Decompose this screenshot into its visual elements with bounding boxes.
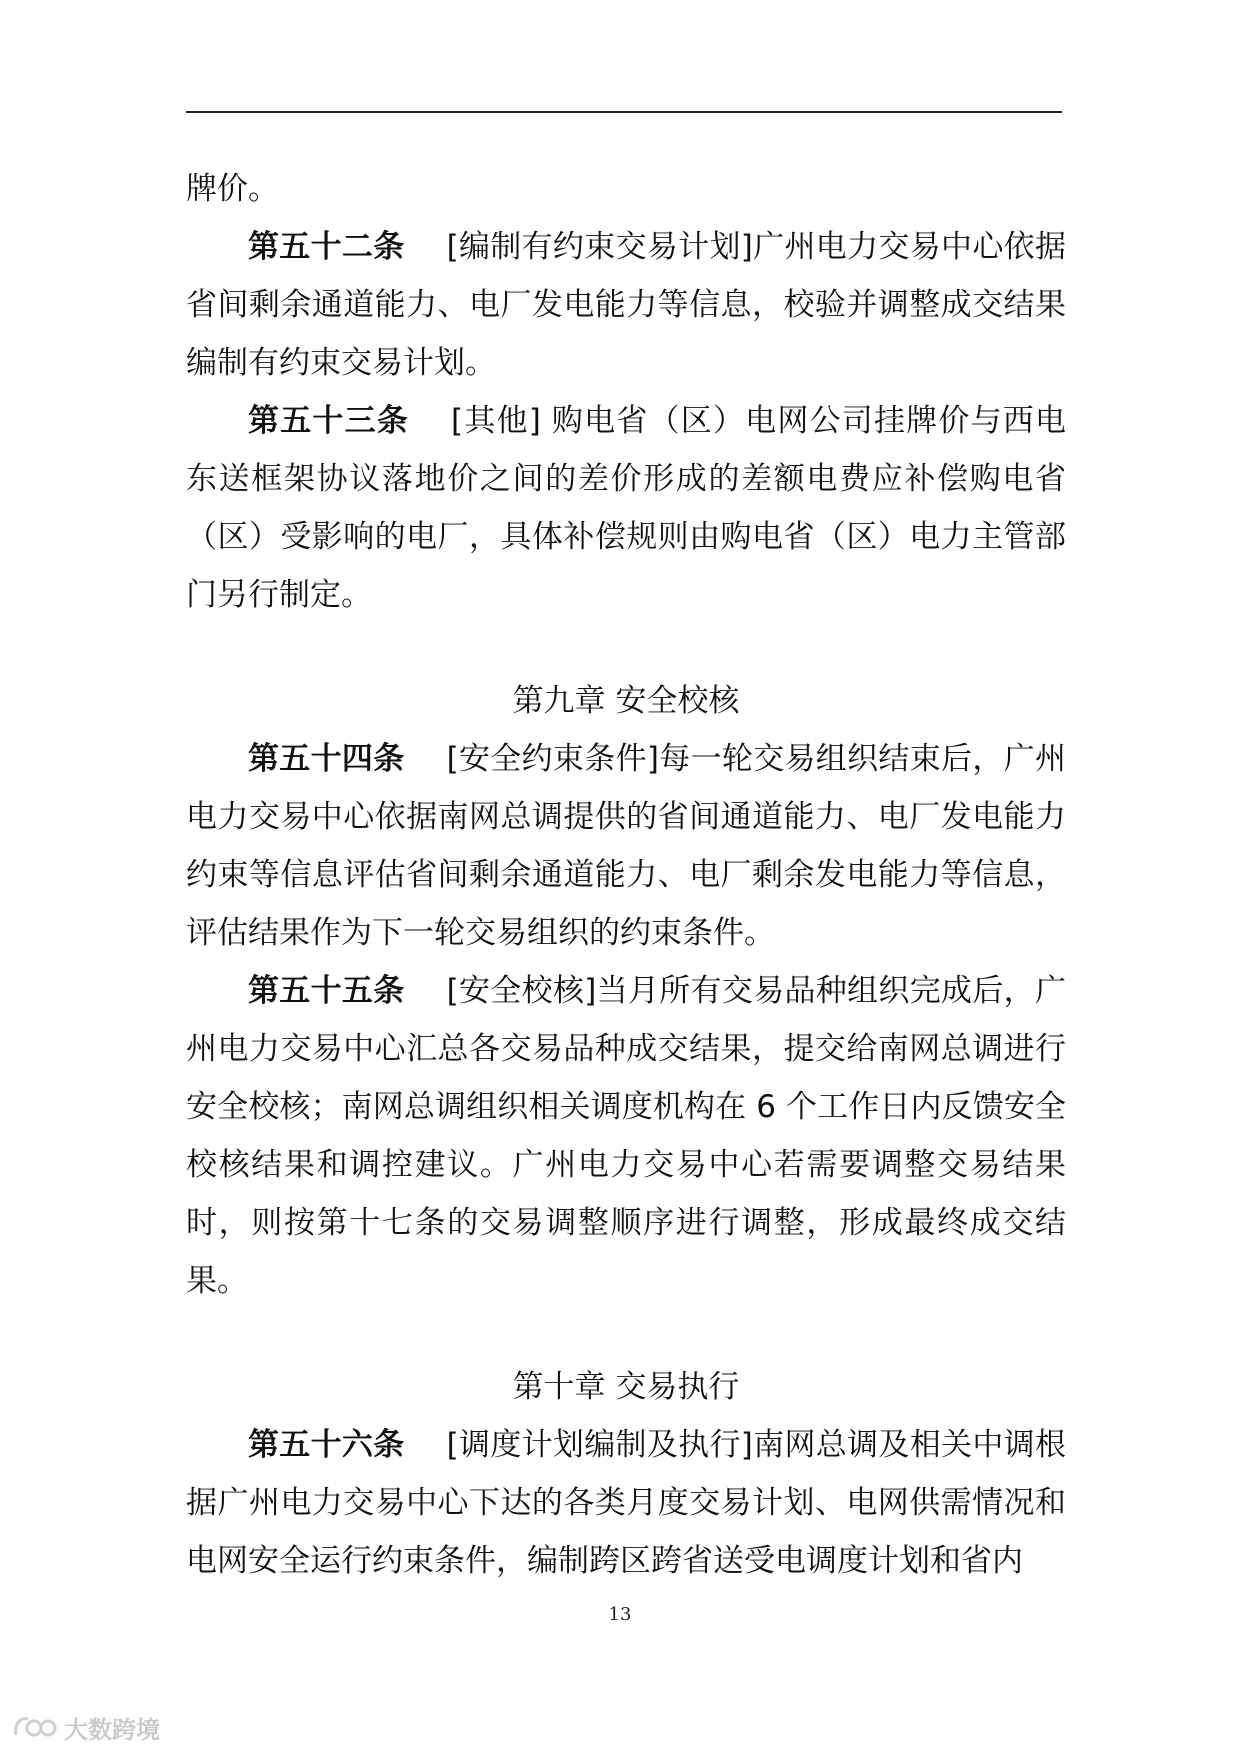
watermark — [12, 1710, 160, 1745]
article-text: [安全约束条件]每一轮交易组织结束后，广州电力交易中心依据南网总调提供的省间通道能力、电厂发电能力约束等信息评估省间剩余通道能力、电厂剩余发电能力等信息，评估结果作为下一轮交易组织的约束条件。 — [186, 741, 1066, 951]
article-52 — [186, 218, 1066, 392]
article-56 — [186, 1416, 1066, 1590]
watermark-logo-icon — [12, 1713, 58, 1743]
article-text: [安全校核]当月所有交易品种组织完成后，广州电力交易中心汇总各交易品种成交结果，提交给南网总调进行安全校核；南网总调组织相关调度机构在 6 个工作日内反馈安全校核结果和调控建议。广州电力交易中心若需要调整交易结果时，则按第十七条的交易调整顺序进行调整，形成最终成交结果。 — [186, 973, 1066, 1299]
document-body — [186, 160, 1066, 1590]
article-number: 第五十五条 — [248, 973, 405, 1009]
article-text: [编制有约束交易计划]广州电力交易中心依据省间剩余通道能力、电厂发电能力等信息，校验并调整成交结果编制有约束交易计划。 — [186, 229, 1066, 381]
continuation-paragraph — [186, 160, 1066, 218]
chapter-heading-9: 第九章 安全校核 — [512, 683, 740, 719]
article-number: 第五十六条 — [248, 1427, 405, 1463]
watermark-text: 大数跨境 — [64, 1716, 160, 1744]
article-text: [调度计划编制及执行]南网总调及相关中调根据广州电力交易中心下达的各类月度交易计划、电网供需情况和电网安全运行约束条件，编制跨区跨省送受电调度计划和省内 — [186, 1427, 1066, 1579]
article-55 — [186, 962, 1066, 1310]
article-54 — [186, 730, 1066, 962]
article-text: [其他] 购电省（区）电网公司挂牌价与西电东送框架协议落地价之间的差价形成的差额电费应补偿购电省（区）受影响的电厂，具体补偿规则由购电省（区）电力主管部门另行制定。 — [186, 403, 1067, 613]
article-53 — [186, 392, 1066, 624]
article-number: 第五十四条 — [248, 741, 405, 777]
article-number: 第五十二条 — [248, 229, 405, 265]
header-rule — [186, 111, 1062, 113]
article-number: 第五十三条 — [248, 403, 410, 439]
chapter-heading-10: 第十章 交易执行 — [512, 1369, 740, 1405]
page-number: 13 — [608, 1604, 632, 1625]
paragraph-text: 牌价。 — [186, 171, 279, 207]
